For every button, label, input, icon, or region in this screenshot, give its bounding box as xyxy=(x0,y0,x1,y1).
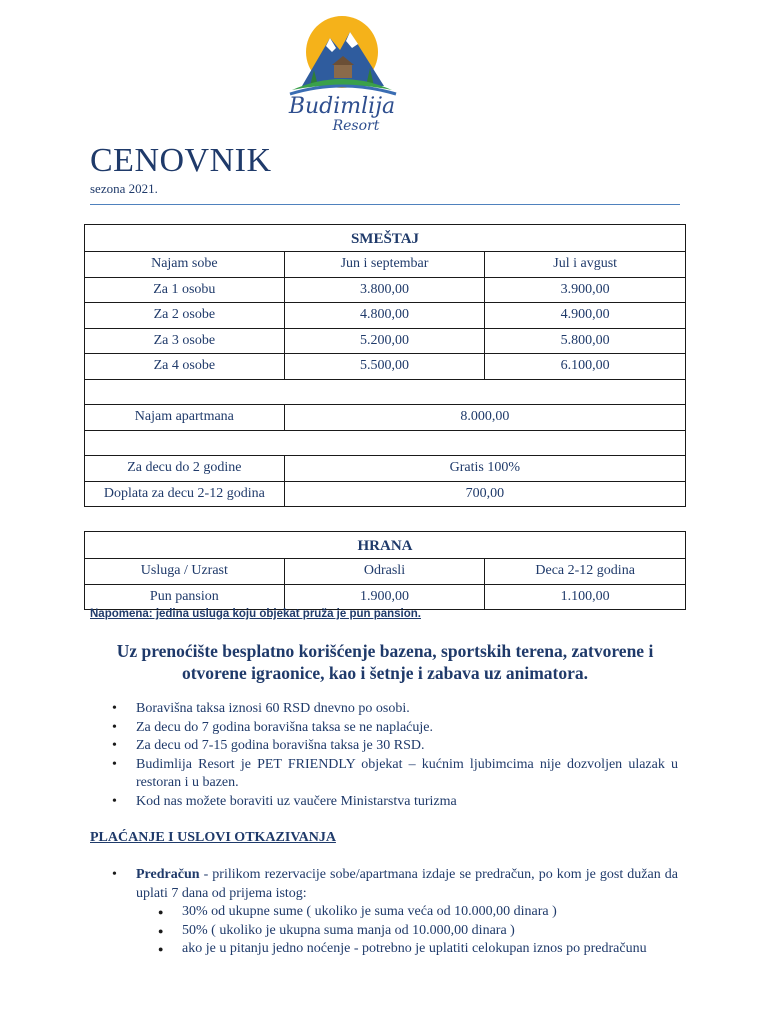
table-row xyxy=(85,584,686,610)
table-cell: Gratis 100% xyxy=(284,456,685,482)
column-header: Najam sobe xyxy=(85,252,285,278)
table-cell: Za 3 osobe xyxy=(85,328,285,354)
table-cell: Za 4 osobe xyxy=(85,354,285,380)
table-cell: Pun pansion xyxy=(85,584,285,610)
svg-text:Budimlija: Budimlija xyxy=(288,94,396,119)
table-cell: 700,00 xyxy=(284,481,685,507)
payment-term: Predračun xyxy=(136,867,200,882)
table-cell: Doplata za decu 2-12 godina xyxy=(85,481,285,507)
list-item xyxy=(112,866,678,903)
table-cell: 5.500,00 xyxy=(284,354,485,380)
payment-text: - prilikom rezervacije sobe/apartmana izdaje se predračun, po kom je gost dužan da uplati 7 dana od prijema istog: xyxy=(136,867,678,901)
table-cell: 1.100,00 xyxy=(485,584,686,610)
table-cell: 8.000,00 xyxy=(284,405,685,431)
list-item: ● 50% ( ukoliko je ukupna suma manja od 10.000,00 dinara ) xyxy=(158,922,678,941)
list-item: • Budimlija Resort je PET FRIENDLY objekat – kućnim ljubimcima nije dozvoljen ulazak u restoran i u bazen. xyxy=(112,756,678,793)
page-title: CENOVNIK xyxy=(90,142,272,179)
table-cell: 4.800,00 xyxy=(284,303,485,329)
mountain-sun-icon xyxy=(262,8,422,132)
food-heading: HRANA xyxy=(85,532,686,559)
table-cell: Za decu do 2 godine xyxy=(85,456,285,482)
table-cell: 6.100,00 xyxy=(485,354,686,380)
table-cell: Za 2 osobe xyxy=(85,303,285,329)
list-item: • Za decu od 7-15 godina boravišna taksa je 30 RSD. xyxy=(112,737,678,756)
column-header: Usluga / Uzrast xyxy=(85,559,285,585)
season-subtitle: sezona 2021. xyxy=(90,181,158,196)
table-row xyxy=(85,405,686,431)
table-row xyxy=(85,303,686,329)
info-list xyxy=(112,700,678,811)
table-row xyxy=(85,456,686,482)
svg-text:Resort: Resort xyxy=(332,118,380,132)
table-column-row xyxy=(85,252,686,278)
table-cell: Najam apartmana xyxy=(85,405,285,431)
list-item: ● ako je u pitanju jedno noćenje - potrebno je uplatiti celokupan iznos po predračunu xyxy=(158,940,678,959)
table-header-row xyxy=(85,532,686,559)
table-header-row xyxy=(85,225,686,252)
column-header: Jun i septembar xyxy=(284,252,485,278)
table-cell: 3.900,00 xyxy=(485,277,686,303)
table-row xyxy=(85,354,686,380)
empty-cell xyxy=(85,379,686,405)
table-cell: Za 1 osobu xyxy=(85,277,285,303)
accommodation-heading: SMEŠTAJ xyxy=(85,225,686,252)
table-spacer-row xyxy=(85,430,686,456)
table-cell: 1.900,00 xyxy=(284,584,485,610)
table-column-row xyxy=(85,559,686,585)
column-header: Jul i avgust xyxy=(485,252,686,278)
list-item: • Boravišna taksa iznosi 60 RSD dnevno po osobi. xyxy=(112,700,678,719)
column-header: Deca 2-12 godina xyxy=(485,559,686,585)
payment-sub-list xyxy=(158,903,678,959)
empty-cell xyxy=(85,430,686,456)
title-divider xyxy=(90,204,680,205)
list-item: • Kod nas možete boraviti uz vaučere Ministarstva turizma xyxy=(112,793,678,812)
amenities-highlight: Uz prenoćište besplatno korišćenje bazena, sportskih terena, zatvorene i otvorene igraonice, kao i šetnje i zabava uz animatora. xyxy=(116,641,654,683)
table-cell: 5.200,00 xyxy=(284,328,485,354)
payment-terms xyxy=(112,866,678,959)
payment-section-title: PLAĆANJE I USLOVI OTKAZIVANJA xyxy=(90,830,336,845)
list-item: • Za decu do 7 godina boravišna taksa se ne naplaćuje. xyxy=(112,719,678,738)
table-spacer-row xyxy=(85,379,686,405)
table-cell: 4.900,00 xyxy=(485,303,686,329)
food-note: Napomena: jedina usluga koju objekat pruža je pun pansion. xyxy=(90,608,421,620)
table-cell: 3.800,00 xyxy=(284,277,485,303)
accommodation-table xyxy=(84,224,686,507)
food-table xyxy=(84,531,686,610)
table-row xyxy=(85,277,686,303)
column-header: Odrasli xyxy=(284,559,485,585)
list-item: ● 30% od ukupne sume ( ukoliko je suma veća od 10.000,00 dinara ) xyxy=(158,903,678,922)
table-cell: 5.800,00 xyxy=(485,328,686,354)
table-row xyxy=(85,481,686,507)
table-row xyxy=(85,328,686,354)
resort-logo xyxy=(262,8,422,132)
